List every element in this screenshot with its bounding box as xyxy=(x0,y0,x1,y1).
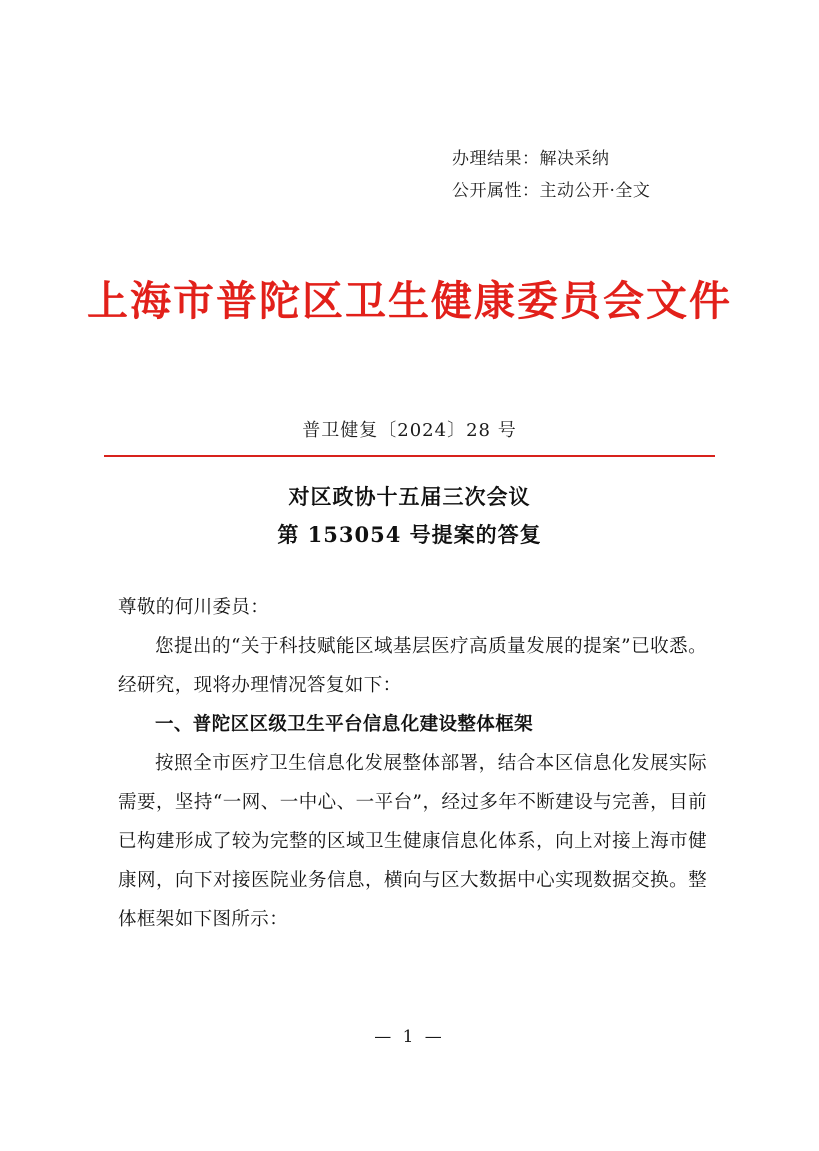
footer-page-number: — 1 — xyxy=(374,1027,445,1047)
red-separator-rule xyxy=(104,455,715,457)
title-line-2: 第 153054 号提案的答复 xyxy=(277,522,542,547)
salutation: 尊敬的何川委员： xyxy=(118,597,270,618)
document-body xyxy=(118,588,707,939)
document-number: 普卫健复〔2024〕28 号 xyxy=(302,420,517,441)
body-paragraph-1: 您提出的“关于科技赋能区域基层医疗高质量发展的提案”已收悉。经研究，现将办理情况答复如下： xyxy=(118,636,707,696)
page-title xyxy=(0,478,819,554)
header-meta-block xyxy=(452,143,650,207)
disclosure-attribute-line: 公开属性：主动公开·全文 xyxy=(452,181,651,201)
masthead-title: 上海市普陀区卫生健康委员会文件 xyxy=(87,277,732,325)
handling-result-line: 办理结果：解决采纳 xyxy=(452,149,610,169)
section-heading-1: 一、普陀区区级卫生平台信息化建设整体框架 xyxy=(155,714,534,735)
title-line-1: 对区政协十五届三次会议 xyxy=(288,484,531,509)
body-paragraph-2: 按照全市医疗卫生信息化发展整体部署，结合本区信息化发展实际需要，坚持“一网、一中心、一平台”，经过多年不断建设与完善，目前已构建形成了较为完整的区域卫生健康信息化体系，向上对接上海市健康网，向下对接医院业务信息，横向与区大数据中心实现数据交换。整体框架如下图所示： xyxy=(118,753,707,930)
